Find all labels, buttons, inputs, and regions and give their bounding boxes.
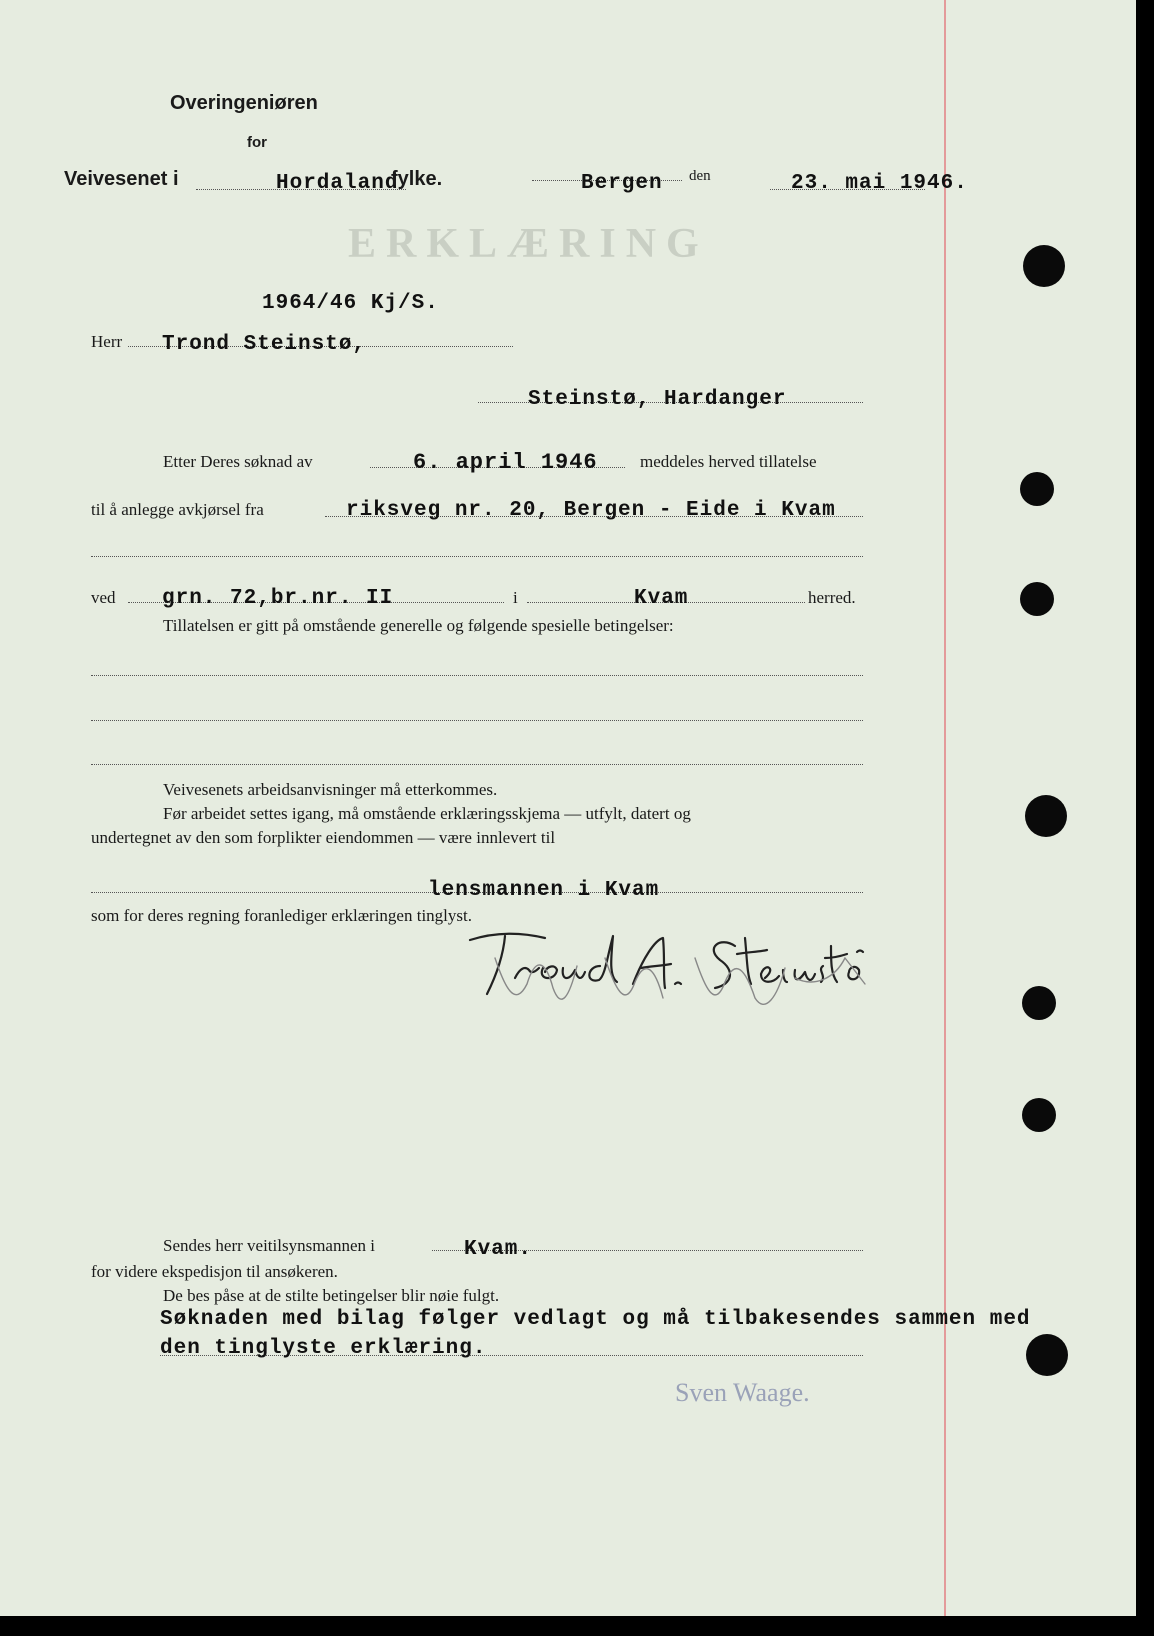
property-value: grn. 72,br.nr. II (162, 587, 394, 610)
road-value: riksveg nr. 20, Bergen - Eide i Kvam (346, 499, 836, 522)
county-value: Hordaland (276, 172, 399, 195)
letterhead-for: for (247, 134, 267, 151)
instruction-line-3: undertegnet av den som forplikter eiendommen — være innlevert til (91, 828, 556, 847)
punch-hole (1020, 472, 1054, 506)
punch-hole (1022, 986, 1056, 1020)
margin-rule (944, 0, 946, 1616)
herred-label: herred. (808, 588, 856, 607)
i-label: i (513, 588, 518, 607)
punch-hole (1023, 245, 1065, 287)
punch-hole (1025, 795, 1067, 837)
letterhead-fylke: fylke. (391, 168, 443, 190)
sendes-text: Sendes herr veitilsynsmannen i (163, 1236, 375, 1255)
municipality-value: Kvam (634, 587, 689, 610)
dotted-line (91, 720, 863, 721)
dotted-line (91, 556, 863, 557)
note-line-2: den tinglyste erklæring. (160, 1337, 487, 1360)
instruction-line-4: som for deres regning foranlediger erklæringen tinglyst. (91, 906, 472, 925)
meddeles-text: meddeles herved tillatelse (640, 452, 817, 471)
reference-number: 1964/46 Kj/S. (262, 292, 439, 315)
punch-hole (1020, 582, 1054, 616)
addressee-place: Steinstø, Hardanger (528, 388, 787, 411)
instruction-line-1: Veivesenets arbeidsanvisninger må etterkommes. (163, 780, 498, 799)
city-value: Bergen (581, 172, 663, 195)
handwritten-signature (465, 918, 885, 1028)
recipient-value: lensmannen i Kvam (428, 879, 660, 902)
letterhead-veivesenet: Veivesenet i (64, 168, 179, 190)
letter-date: 23. mai 1946. (791, 172, 968, 195)
letterhead-title: Overingeniøren (170, 92, 318, 114)
herr-label: Herr (91, 332, 123, 351)
punch-hole (1022, 1098, 1056, 1132)
til-label: til å anlegge avkjørsel fra (91, 500, 264, 519)
videre-text: for videre ekspedisjon til ansøkeren. (91, 1262, 338, 1281)
instruction-line-2: Før arbeidet settes igang, må omstående erklæringsskjema — utfylt, datert og (163, 804, 691, 823)
application-date: 6. april 1946 (413, 450, 598, 475)
sendes-place: Kvam. (464, 1238, 533, 1261)
dotted-line (91, 764, 863, 765)
bleedthrough-heading: ERKLÆRING (348, 221, 709, 267)
note-line-1: Søknaden med bilag følger vedlagt og må tilbakesendes sammen med (160, 1308, 1031, 1331)
punch-hole (1026, 1334, 1068, 1376)
etter-label: Etter Deres søknad av (163, 452, 313, 471)
dotted-line (91, 675, 863, 676)
name-stamp: Sven Waage. (675, 1378, 810, 1407)
bes-text: De bes påse at de stilte betingelser blir nøie fulgt. (163, 1286, 500, 1305)
letterhead-den: den (689, 168, 711, 184)
ved-label: ved (91, 588, 116, 607)
addressee-name: Trond Steinstø, (162, 333, 367, 356)
conditions-text: Tillatelsen er gitt på omstående generelle og følgende spesielle betingelser: (163, 616, 674, 635)
